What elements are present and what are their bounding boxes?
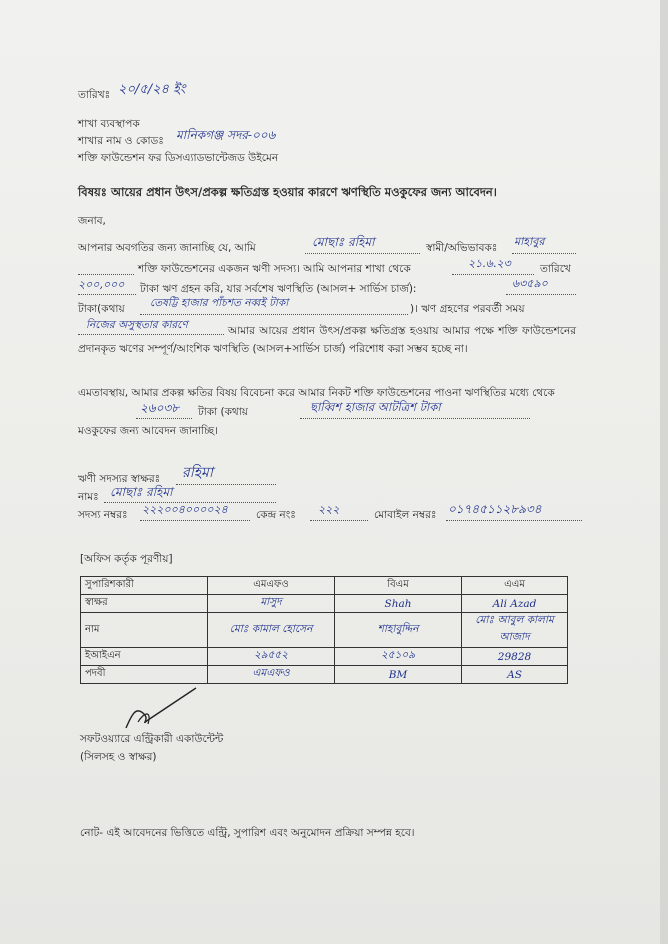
table-row	[81, 648, 568, 666]
mfo-ein: ২৯৫৫২	[208, 648, 335, 666]
waiver-dotline	[136, 418, 192, 419]
loan-amount: ২০০,০০০	[78, 278, 125, 291]
mfo-designation: এমএফও	[208, 666, 335, 684]
mobile-number: ০১৭৪৫১১২৮৯৩৪	[448, 502, 542, 516]
date-value: ২০/৫/২৪ ইং	[118, 82, 186, 97]
body-p1-part-f: টাকা(কথায়	[78, 303, 125, 315]
table-header-cell: সুপারিশকারী	[81, 577, 208, 595]
salutation: জনাব,	[78, 215, 106, 227]
table-row	[81, 595, 568, 613]
bm-signature: Shah	[335, 595, 462, 613]
amount-dotline	[78, 294, 136, 295]
signature-dotline	[176, 484, 276, 485]
office-use-label: [অফিস কর্তৃক পূরণীয়]	[80, 553, 173, 565]
bm-designation: BM	[335, 666, 462, 684]
mfo-name: মোঃ কামাল হোসেন	[208, 613, 335, 648]
body-p1-part-c: শক্তি ফাউন্ডেশনের একজন ঋণী সদস্য। আমি আপনার শাখা থেকে	[138, 263, 411, 275]
accountant-seal-note: (সিলসহ ও স্বাক্ষর)	[80, 751, 157, 763]
mobile-dotline	[446, 520, 582, 521]
body-p1-part-d: তারিখে	[540, 263, 571, 275]
guardian-dotline	[512, 253, 576, 254]
body-p2-part-b: টাকা (কথায়	[198, 406, 248, 418]
balance-in-words: তেষট্টি হাজার পাঁচশত নব্বই টাকা	[150, 297, 289, 309]
guardian-name: মাহাবুর	[514, 235, 545, 248]
body-p1-part-e: টাকা ঋণ গ্রহন করি, যার সর্বশেষ ঋণস্থিতি (আসল+ সার্ভিস চার্জ):	[140, 283, 417, 295]
name-dotline	[305, 253, 420, 254]
borrower-name-label: নামঃ	[78, 491, 99, 503]
body-p2-part-a: এমতাবস্থায়, আমার প্রকল্প ক্ষতির বিষয় বিবেচনা করে আমার নিকট শক্তি ফাউন্ডেশনের পাওনা ঋণস্থিতির মধ্যে থেকে	[78, 387, 555, 399]
words-dotline	[140, 314, 408, 315]
table-row	[81, 666, 568, 684]
am-ein: 29828	[462, 648, 568, 666]
waiver-amount: ২৬০৩৮	[140, 401, 179, 415]
body-p1-part-h: আমার আয়ের প্রধান উৎস/প্রকল্প ক্ষতিগ্রস্ত হওয়ায় আমার পক্ষে শক্তি ফাউন্ডেশনের প্রদানকৃত ঋণের সম্পূর্ণ/আংশিক ঋণস্থিতি (আসল+সার্ভিস চার্জ) পরিশোধ করা সম্ভব হচ্ছে না।	[78, 325, 576, 355]
borrower-signature: রহিমা	[182, 465, 213, 481]
table-row-label: স্বাক্ষর	[81, 595, 208, 613]
center-dotline	[310, 520, 368, 521]
member-number: ২২২০০৪০০০০২৪	[142, 503, 228, 516]
am-signature: Ali Azad	[462, 595, 568, 613]
loan-date: ২১.৬.২৩	[468, 257, 511, 270]
table-header-cell: এমএফও	[208, 577, 335, 595]
am-designation: AS	[462, 666, 568, 684]
bm-name: শাহাবুদ্দিন	[335, 613, 462, 648]
table-header-row	[81, 577, 568, 595]
borrower-signature-label: ঋণী সদস্যর স্বাক্ষরঃ	[78, 473, 161, 485]
waiver-words-dotline	[300, 418, 530, 419]
am-name: মোঃ আবুল কালাম আজাদ	[462, 613, 568, 648]
body-p1-part-a: আপনার অবগতির জন্য জানাচ্ছি যে, আমি	[78, 242, 256, 254]
table-row-label: পদবী	[81, 666, 208, 684]
loan-date-dotline	[452, 274, 534, 275]
bm-ein: ২৫১০৯	[335, 648, 462, 666]
branch-value: মানিকগঞ্জ সদর-০০৬	[176, 128, 276, 142]
balance-dotline	[506, 294, 576, 295]
damage-reason: নিজের অসুস্থতার কারণে	[86, 319, 188, 331]
body-p1-part-g: )। ঋণ গ্রহণের পরবর্তী সময়	[410, 303, 525, 315]
recipient-title: শাখা ব্যবস্থাপক	[78, 118, 140, 130]
table-row-label: ইআইএন	[81, 648, 208, 666]
table-row-label: নাম	[81, 613, 208, 648]
accountant-title: সফটওয়্যারে এন্ট্রিকারী একাউন্টেন্ট	[80, 733, 224, 745]
accountant-signature-mark	[118, 684, 204, 736]
borrower-name: মোছাঃ রহিমা	[110, 485, 173, 499]
leading-dotline	[78, 274, 134, 275]
footer-note: নোট- এই আবেদনের ভিত্তিতে এন্ট্রি, সুপারিশ এবং অনুমোদন প্রক্রিয়া সম্পন্ন হবে।	[80, 827, 415, 839]
table-header-cell: এএম	[462, 577, 568, 595]
body-p1-part-b: স্বামী/অভিভাবকঃ	[426, 242, 498, 254]
loan-balance: ৬৩৫৯০	[512, 277, 548, 290]
recommendation-table	[80, 576, 568, 684]
waiver-in-words: ছাব্বিশ হাজার আটত্রিশ টাকা	[310, 400, 441, 414]
center-number: ২২২	[318, 503, 340, 516]
organization-name: শক্তি ফাউন্ডেশন ফর ডিসএ্যাডভান্টেজড উইমেন	[78, 152, 279, 164]
subject-line: বিষয়ঃ আয়ের প্রধান উৎস/প্রকল্প ক্ষতিগ্রস্ত হওয়ার কারণে ঋণস্থিতি মওকুফের জন্য আবেদন।	[78, 185, 497, 199]
mobile-label: মোবাইল নম্বরঃ	[374, 509, 437, 521]
branch-label: শাখার নাম ও কোডঃ	[78, 135, 164, 147]
applicant-name: মোছাঃ রহিমা	[312, 235, 375, 249]
member-number-label: সদস্য নম্বরঃ	[78, 509, 128, 521]
body-p2-part-c: মওকুফের জন্য আবেদন জানাচ্ছি।	[78, 425, 218, 437]
page-edge	[660, 0, 668, 944]
date-label: তারিখঃ	[78, 89, 111, 101]
member-dotline	[140, 520, 250, 521]
table-header-cell: বিএম	[335, 577, 462, 595]
table-row	[81, 613, 568, 648]
center-number-label: কেন্দ্র নংঃ	[256, 509, 296, 521]
mfo-signature: মাসুদ	[208, 595, 335, 613]
